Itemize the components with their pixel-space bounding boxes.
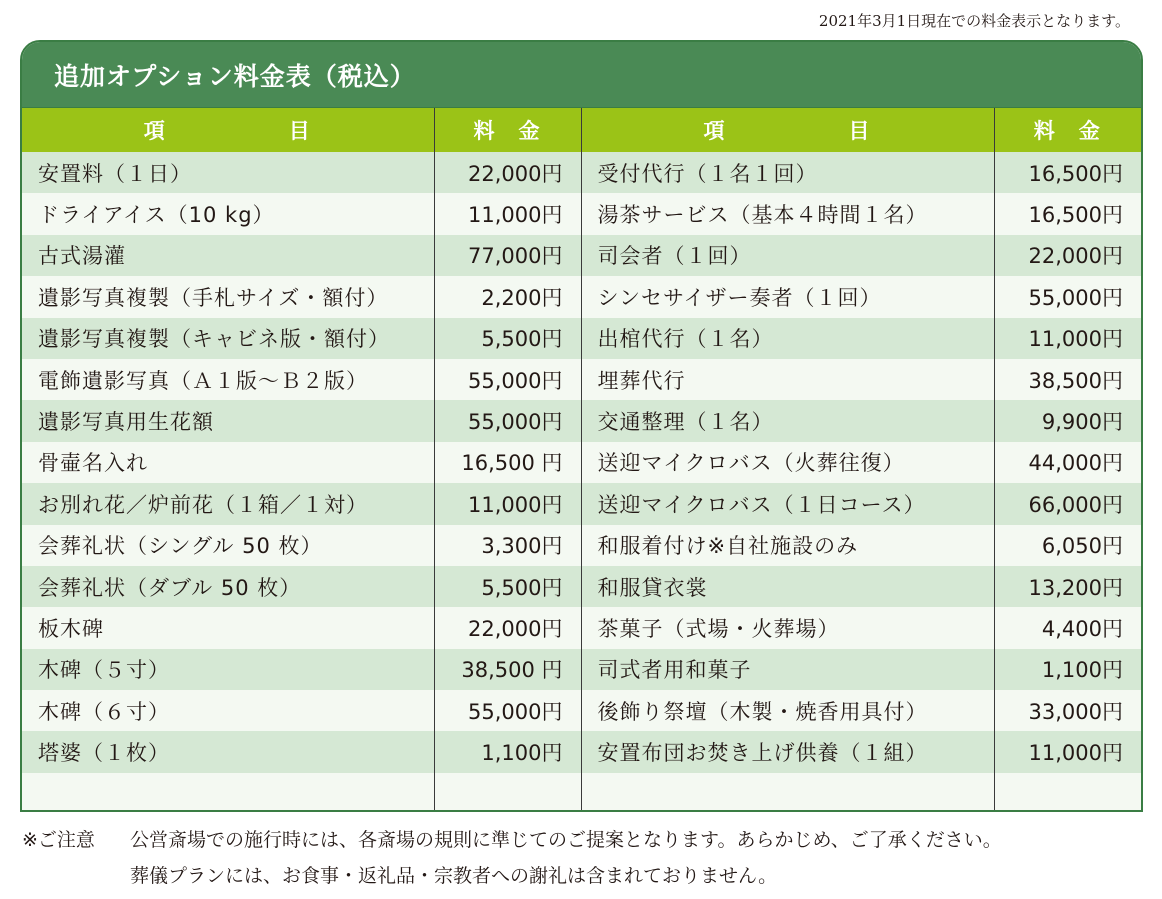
header-price-char-1: 料 bbox=[1033, 119, 1057, 143]
right-item: 司会者（１回） bbox=[581, 235, 994, 276]
right-price: 55,000円 bbox=[994, 276, 1141, 317]
right-price: 16,500円 bbox=[994, 193, 1141, 234]
header-item-char-1: 項 bbox=[703, 119, 727, 143]
right-price: 6,050円 bbox=[994, 525, 1141, 566]
left-price: 22,000円 bbox=[434, 607, 581, 648]
right-item: シンセサイザー奏者（１回） bbox=[581, 276, 994, 317]
right-price: 13,200円 bbox=[994, 566, 1141, 607]
table-row bbox=[22, 442, 1141, 483]
left-price: 55,000円 bbox=[434, 400, 581, 441]
blank-row bbox=[22, 773, 1141, 812]
right-item: 茶菓子（式場・火葬場） bbox=[581, 607, 994, 648]
right-price: 33,000円 bbox=[994, 690, 1141, 731]
right-price: 44,000円 bbox=[994, 442, 1141, 483]
header-price-char-1: 料 bbox=[473, 119, 497, 143]
table-header-row bbox=[22, 108, 1141, 152]
table-row bbox=[22, 235, 1141, 276]
notes-line-2: 葬儀プランには、お食事・返礼品・宗教者への謝礼は含まれておりません。 bbox=[130, 865, 778, 887]
left-item: 遺影写真複製（手札サイズ・額付） bbox=[22, 276, 434, 317]
right-item: 安置布団お焚き上げ供養（１組） bbox=[581, 731, 994, 772]
right-item: 出棺代行（１名） bbox=[581, 318, 994, 359]
left-price: 55,000円 bbox=[434, 359, 581, 400]
right-price: 11,000円 bbox=[994, 731, 1141, 772]
left-item: 木碑（５寸） bbox=[22, 649, 434, 690]
panel-title: 追加オプション料金表（税込） bbox=[22, 42, 1141, 108]
price-table-panel bbox=[20, 40, 1143, 812]
table-row bbox=[22, 276, 1141, 317]
table-row bbox=[22, 359, 1141, 400]
left-item: 電飾遺影写真（Ａ１版〜Ｂ２版） bbox=[22, 359, 434, 400]
right-item: 送迎マイクロバス（火葬往復） bbox=[581, 442, 994, 483]
header-price-char-2: 金 bbox=[518, 119, 542, 143]
notes-line-1: 公営斎場での施行時には、各斎場の規則に準じてのご提案となります。あらかじめ、ご了承ください。 bbox=[130, 829, 1002, 851]
header-price-right-col bbox=[994, 108, 1141, 152]
left-item: 会葬礼状（シングル 50 枚） bbox=[22, 525, 434, 566]
blank-cell bbox=[581, 773, 994, 812]
left-price: 3,300円 bbox=[434, 525, 581, 566]
right-item: 司式者用和菓子 bbox=[581, 649, 994, 690]
left-price: 1,100円 bbox=[434, 731, 581, 772]
left-price: 2,200円 bbox=[434, 276, 581, 317]
right-item: 湯茶サービス（基本４時間１名） bbox=[581, 193, 994, 234]
table-row bbox=[22, 525, 1141, 566]
left-item: 安置料（１日） bbox=[22, 152, 434, 193]
table-row bbox=[22, 400, 1141, 441]
header-item-left-col bbox=[22, 108, 434, 152]
right-item: 交通整理（１名） bbox=[581, 400, 994, 441]
left-item: 遺影写真複製（キャビネ版・額付） bbox=[22, 318, 434, 359]
left-price: 5,500円 bbox=[434, 318, 581, 359]
left-price: 38,500 円 bbox=[434, 649, 581, 690]
table-row bbox=[22, 690, 1141, 731]
table-row bbox=[22, 318, 1141, 359]
right-item: 和服着付け※自社施設のみ bbox=[581, 525, 994, 566]
left-price: 77,000円 bbox=[434, 235, 581, 276]
left-price: 11,000円 bbox=[434, 483, 581, 524]
header-price-char-2: 金 bbox=[1078, 119, 1102, 143]
left-price: 16,500 円 bbox=[434, 442, 581, 483]
left-price: 55,000円 bbox=[434, 690, 581, 731]
right-item: 受付代行（１名１回） bbox=[581, 152, 994, 193]
right-price: 1,100円 bbox=[994, 649, 1141, 690]
left-price: 5,500円 bbox=[434, 566, 581, 607]
date-note: 2021年3月1日現在での料金表示となります。 bbox=[818, 12, 1130, 30]
header-item-char-1: 項 bbox=[143, 119, 167, 143]
right-item: 後飾り祭壇（木製・焼香用具付） bbox=[581, 690, 994, 731]
blank-cell bbox=[22, 773, 434, 812]
right-price: 4,400円 bbox=[994, 607, 1141, 648]
right-price: 11,000円 bbox=[994, 318, 1141, 359]
right-item: 送迎マイクロバス（１日コース） bbox=[581, 483, 994, 524]
left-item: お別れ花／炉前花（１箱／１対） bbox=[22, 483, 434, 524]
left-item: 骨壷名入れ bbox=[22, 442, 434, 483]
left-price: 22,000円 bbox=[434, 152, 581, 193]
table-row bbox=[22, 731, 1141, 772]
table-row bbox=[22, 483, 1141, 524]
header-item-char-2: 目 bbox=[848, 119, 872, 143]
header-price-left-col bbox=[434, 108, 581, 152]
table-row bbox=[22, 152, 1141, 193]
left-item: 古式湯灌 bbox=[22, 235, 434, 276]
left-item: 会葬礼状（ダブル 50 枚） bbox=[22, 566, 434, 607]
left-item: 塔婆（１枚） bbox=[22, 731, 434, 772]
table-row bbox=[22, 193, 1141, 234]
blank-cell bbox=[994, 773, 1141, 812]
right-price: 38,500円 bbox=[994, 359, 1141, 400]
notes-block bbox=[22, 822, 1002, 894]
header-item-char-2: 目 bbox=[288, 119, 312, 143]
price-table bbox=[22, 108, 1141, 812]
left-item: ドライアイス（10 kg） bbox=[22, 193, 434, 234]
right-price: 22,000円 bbox=[994, 235, 1141, 276]
left-price: 11,000円 bbox=[434, 193, 581, 234]
table-row bbox=[22, 607, 1141, 648]
header-item-right-col bbox=[581, 108, 994, 152]
left-item: 木碑（６寸） bbox=[22, 690, 434, 731]
left-item: 板木碑 bbox=[22, 607, 434, 648]
right-price: 9,900円 bbox=[994, 400, 1141, 441]
left-item: 遺影写真用生花額 bbox=[22, 400, 434, 441]
right-item: 和服貸衣裳 bbox=[581, 566, 994, 607]
right-price: 66,000円 bbox=[994, 483, 1141, 524]
table-row bbox=[22, 566, 1141, 607]
notes-label: ※ご注意 bbox=[22, 829, 95, 851]
right-item: 埋葬代行 bbox=[581, 359, 994, 400]
right-price: 16,500円 bbox=[994, 152, 1141, 193]
table-row bbox=[22, 649, 1141, 690]
blank-cell bbox=[434, 773, 581, 812]
